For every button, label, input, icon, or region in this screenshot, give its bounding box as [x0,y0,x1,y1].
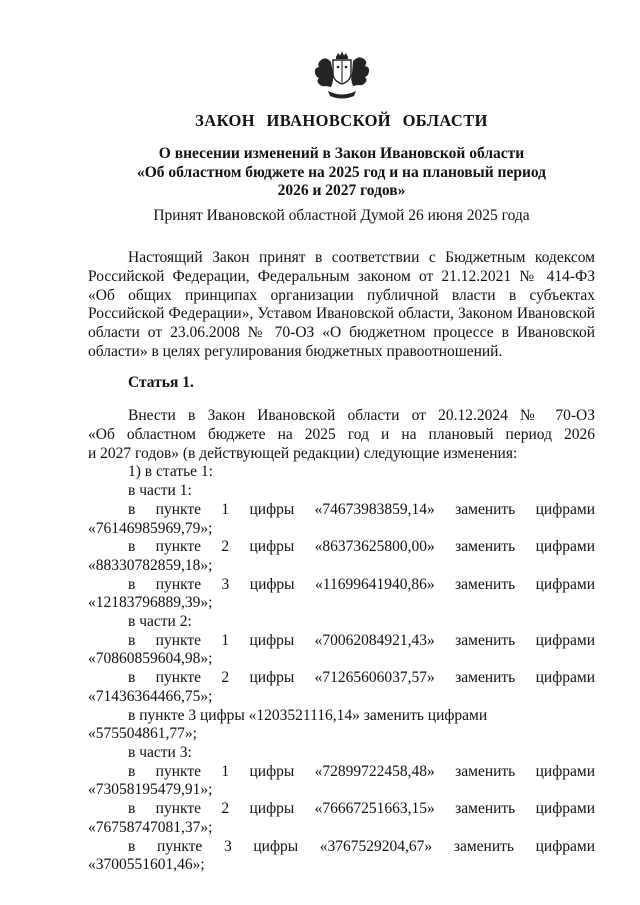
emblem [88,50,595,100]
amendment-text-line: «76146985969,79»; [88,519,213,537]
amendment-text-line: в части 3: [128,743,192,761]
article-1-heading: Статья 1. [128,374,194,392]
amendment-text-line: «73058195479,91»; [88,781,213,799]
intro-text-line: Российской Федерации», Уставом Ивановской области, Законом Ивановской [88,305,595,323]
law-heading: ЗАКОН ИВАНОВСКОЙ ОБЛАСТИ [195,111,488,130]
amendment-text-line: в пункте 2 цифры «71265606037,57» заменить цифрами [128,669,595,687]
amendment-text-line: 1) в статье 1: [128,463,213,481]
adoption-line: Принят Ивановской областной Думой 26 июня 2025 года [153,207,530,225]
intro-text-line: Российской Федерации, Федеральным законом от 21.12.2021 № 414-ФЗ [88,267,595,285]
intro-text-line: области от 23.06.2008 № 70-ОЗ «О бюджетном процессе в Ивановской [88,323,595,341]
amendment-text-line: «12183796889,39»; [88,594,213,612]
amendment-text-line: «71436364466,75»; [88,687,213,705]
intro-paragraph [88,249,595,361]
amendment-text-line: «70860859604,98»; [88,650,213,668]
amendment-text-line: в пункте 1 цифры «72899722458,48» заменить цифрами [128,762,595,780]
amendment-text-line: в пункте 1 цифры «70062084921,43» заменить цифрами [128,631,595,649]
amendment-text-line: в пункте 2 цифры «86373625800,00» заменить цифрами [128,538,595,556]
amendment-text-line: «88330782859,18»; [88,556,213,574]
amendment-text-line: в пункте 2 цифры «76667251663,15» заменить цифрами [128,800,595,818]
law-title-line: «Об областном бюджете на 2025 год и на плановый период [136,163,547,181]
amendment-text-line: и 2027 годов» (в действующей редакции) следующие изменения: [88,444,518,462]
intro-text-line: Настоящий Закон принят в соответствии с Бюджетным кодексом [128,249,595,267]
amendment-text-line: «76758747081,37»; [88,818,213,836]
amendment-text-line: в части 2: [128,613,192,631]
amendment-text-line: «3700551601,46»; [88,856,205,874]
coat-of-arms-icon [308,50,376,100]
amendment-text-line: в пункте 1 цифры «74673983859,14» заменить цифрами [128,500,595,518]
amendment-text-line: в пункте 3 цифры «3767529204,67» заменить цифрами [128,837,595,855]
amendment-text-line: в пункте 3 цифры «11699641940,86» заменить цифрами [128,575,595,593]
law-title [88,145,595,201]
amendment-text-line: Внести в Закон Ивановской области от 20.12.2024 № 70-ОЗ [128,407,595,425]
intro-text-line: области» в целях регулирования бюджетных правоотношений. [88,342,503,360]
amendment-text-line: в пункте 3 цифры «1203521116,14» заменить цифрами «575504861,77»; [88,706,488,743]
intro-text-line: «Об общих принципах организации публичной власти в субъектах [88,286,595,304]
amendments-list [88,407,595,875]
law-title-line: О внесении изменений в Закон Ивановской области [158,145,525,162]
amendment-text-line: в части 1: [128,482,192,500]
amendment-text-line: «Об областном бюджете на 2025 год и на плановый период 2026 [88,426,595,444]
document-content [88,50,595,875]
law-title-line: 2026 и 2027 годов» [277,182,406,200]
